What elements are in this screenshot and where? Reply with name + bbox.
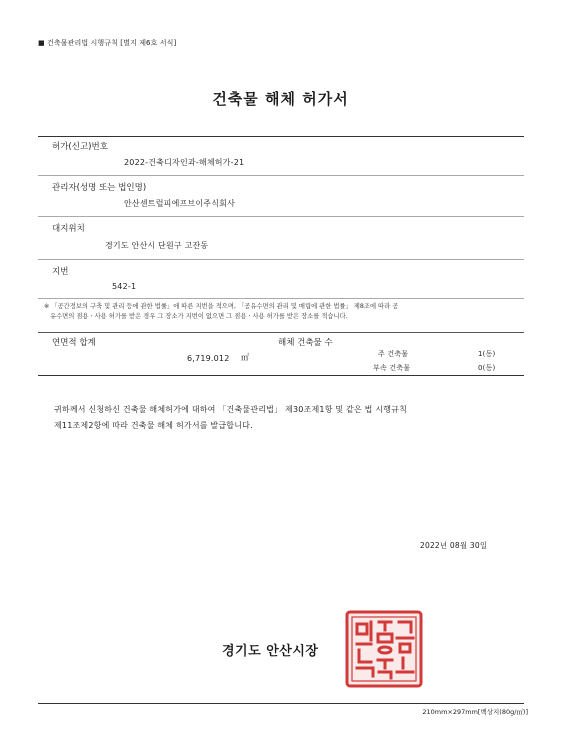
divider <box>38 332 524 333</box>
annex-building-label: 부속 건축물 <box>373 364 411 372</box>
main-building-value: 1(동) <box>478 350 496 358</box>
lot-note-line2: 유수면의 점용ㆍ사용 허가를 받은 경우 그 장소가 지번이 없으면 그 점용ㆍ사용 허가를 받은 장소를 적습니다. <box>50 313 348 320</box>
permit-no-value: 2022-건축디자인과-해체허가-21 <box>124 158 245 167</box>
lot-note-line1: ※ 「공간정보의 구축 및 관리 등에 관한 법률」에 따른 지번을 적으며, 「공유수면의 관리 및 매립에 관한 법률」 제8조에 따라 공 <box>44 303 399 310</box>
official-seal-image <box>345 610 423 688</box>
manager-value: 안산센트럴피에프브이주식회사 <box>124 199 235 208</box>
lot-value: 542-1 <box>112 282 137 291</box>
document-title: 건축물 해체 허가서 <box>212 90 349 108</box>
annex-building-value: 0(동) <box>478 364 496 372</box>
divider <box>38 298 524 299</box>
divider <box>38 375 524 376</box>
form-label: ■ 건축물관리법 시행규칙 [별지 제6호 서식] <box>38 39 177 47</box>
total-area-value: 6,719.012 <box>187 354 230 363</box>
total-area-unit: ㎡ <box>241 353 250 362</box>
divider <box>38 175 524 176</box>
body-line1: 귀하께서 신청하신 건축물 해체허가에 대하여 「건축물관리법」 제30조제1항 및 같은 법 시행규칙 <box>54 405 408 414</box>
permit-no-label: 허가(신고)번호 <box>52 142 108 152</box>
demolition-count-label: 해체 건축물 수 <box>278 338 333 348</box>
issuer-name: 경기도 안산시장 <box>222 644 319 659</box>
divider <box>38 136 524 137</box>
divider <box>38 259 524 260</box>
divider <box>38 703 524 704</box>
site-value: 경기도 안산시 단원구 고잔동 <box>105 241 209 250</box>
main-building-label: 주 건축물 <box>378 350 409 358</box>
divider <box>38 216 524 217</box>
body-line2: 제11조제2항에 따라 건축물 해체 허가서를 발급합니다. <box>54 421 253 430</box>
manager-label: 관리자(성명 또는 법인명) <box>52 183 147 193</box>
total-area-label: 연면적 합계 <box>52 338 96 348</box>
issue-date: 2022년 08월 30일 <box>420 541 488 550</box>
lot-label: 지번 <box>52 267 69 277</box>
site-label: 대지위치 <box>52 224 85 234</box>
paper-spec: 210mm×297mm[백상지(80g/㎡)] <box>422 708 528 716</box>
